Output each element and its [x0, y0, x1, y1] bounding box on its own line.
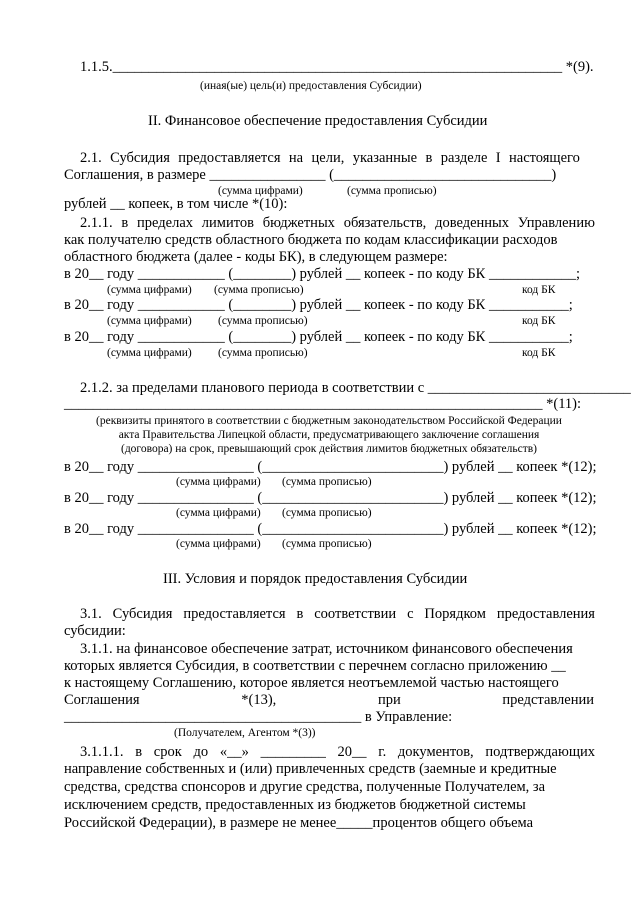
word: на	[288, 150, 304, 166]
word: при	[377, 692, 401, 708]
bk-row-3-caption-kbk: код БК	[522, 347, 556, 359]
clause-2-1-1-line2: как получателю средств областного бюджета по кодам классификации расходов	[64, 232, 558, 248]
section-2-title: II. Финансовое обеспечение предоставления Субсидии	[148, 113, 488, 129]
word: 2.1.1.	[80, 215, 113, 231]
clause-3-1-1-1-line5: Российской Федерации), в размере не менее_____процентов общего объема	[64, 815, 534, 831]
word: _________	[260, 744, 326, 760]
bk-row-2-caption-words: (сумма прописью)	[218, 315, 308, 327]
word: разделе	[440, 150, 488, 166]
word: предоставляется	[178, 150, 281, 166]
word: *(13),	[241, 692, 277, 708]
word: доведенных	[435, 215, 510, 231]
clause-1-1-5-caption: (иная(ые) цель(и) предоставления Субсидии)	[200, 80, 422, 92]
clause-3-1-1-1-line2: направление собственных и (или) привлеченных средств (заемные и кредитные	[64, 761, 557, 777]
word: 3.1.	[80, 606, 102, 622]
word: бюджетных	[262, 215, 335, 231]
clause-3-1-line2: субсидии:	[64, 623, 126, 639]
word: Порядком	[424, 606, 486, 622]
word: в	[296, 606, 304, 622]
bk-row-3: в 20__ году ____________ (________) рублей __ копеек - по коду БК ___________;	[64, 329, 573, 345]
word: обязательств,	[343, 215, 427, 231]
clause-3-1-1-line3: к настоящему Соглашению, которое является неотъемлемой частью настоящего	[64, 675, 559, 691]
word: с	[407, 606, 414, 622]
clause-1-1-5: 1.1.5.______________________________________________________________ *(9).	[80, 59, 594, 75]
year-row-2-caption-words: (сумма прописью)	[282, 507, 372, 519]
clause-3-1-1-line2: которых является Субсидия, в соответствии с перечнем согласно приложению __	[64, 658, 566, 674]
word: Субсидия	[112, 606, 173, 622]
word: подтверждающих	[485, 744, 595, 760]
word: срок	[153, 744, 182, 760]
clause-3-1-1-line5: _________________________________________ в Управление:	[64, 709, 453, 725]
bk-row-2-caption-kbk: код БК	[522, 315, 556, 327]
word: документов,	[397, 744, 474, 760]
word: представлении	[502, 692, 594, 708]
year-row-1: в 20__ году ________________ (_________________________) рублей __ копеек *(12);	[64, 459, 597, 475]
year-row-3-caption-words: (сумма прописью)	[282, 538, 372, 550]
clause-2-1-line1	[80, 150, 580, 167]
year-row-2: в 20__ году ________________ (_________________________) рублей __ копеек *(12);	[64, 490, 597, 506]
bk-row-1: в 20__ году ____________ (________) рублей __ копеек - по коду БК ____________;	[64, 266, 580, 282]
word: соответствии	[314, 606, 397, 622]
word: 20__	[337, 744, 367, 760]
clause-3-1-1-1-line3: средства, средства спонсоров и другие средства, полученные Получателем, за	[64, 779, 546, 795]
word: настоящего	[509, 150, 580, 166]
word: Управлению	[517, 215, 595, 231]
clause-3-1-line1	[80, 606, 595, 623]
year-row-3: в 20__ году ________________ (_________________________) рублей __ копеек *(12);	[64, 521, 597, 537]
word: г.	[378, 744, 387, 760]
clause-2-1-2-caption-2: акта Правительства Липецкой области, предусматривающего заключение соглашения	[118, 429, 540, 441]
word: предоставления	[496, 606, 595, 622]
bk-row-1-caption-words: (сумма прописью)	[214, 284, 304, 296]
year-row-3-caption-digits: (сумма цифрами)	[176, 538, 261, 550]
word: цели,	[311, 150, 345, 166]
word: Соглашения	[64, 692, 140, 708]
bk-row-3-caption-words: (сумма прописью)	[218, 347, 308, 359]
clause-3-1-1-1-line1	[80, 744, 595, 761]
clause-3-1-1-line4	[64, 692, 594, 709]
clause-2-1-1-line3: областного бюджета (далее - коды БК), в следующем размере:	[64, 249, 448, 265]
word: «__»	[219, 744, 249, 760]
clause-2-1-2-caption-1: (реквизиты принятого в соответствии с бюджетным законодательством Российской Федерации	[96, 415, 562, 427]
clause-2-1-line3: рублей __ копеек, в том числе *(10):	[64, 196, 288, 212]
year-row-1-caption-words: (сумма прописью)	[282, 476, 372, 488]
bk-row-2: в 20__ году ____________ (________) рублей __ копеек - по коду БК ___________;	[64, 297, 573, 313]
clause-2-1-2-line2: __________________________________________________________________ *(11):	[64, 396, 582, 412]
clause-2-1-line2: Соглашения, в размере ________________ (______________________________)	[64, 167, 557, 183]
word: пределах	[137, 215, 194, 231]
year-row-1-caption-digits: (сумма цифрами)	[176, 476, 261, 488]
bk-row-1-caption-kbk: код БК	[522, 284, 556, 296]
clause-3-1-1-1-line4: исключением средств, предоставленных из бюджетов бюджетной системы	[64, 797, 526, 813]
word: в	[425, 150, 433, 166]
year-row-2-caption-digits: (сумма цифрами)	[176, 507, 261, 519]
bk-row-3-caption-digits: (сумма цифрами)	[107, 347, 192, 359]
word: Субсидия	[110, 150, 170, 166]
word: лимитов	[201, 215, 254, 231]
clause-3-1-1-line1: 3.1.1. на финансовое обеспечение затрат, источником финансового обеспечения	[80, 641, 573, 657]
clause-2-1-2-line1: 2.1.2. за пределами планового периода в соответствии с ____________________________	[80, 380, 631, 396]
clause-2-1-1-line1	[80, 215, 595, 232]
word: 2.1.	[80, 150, 102, 166]
word: в	[121, 215, 129, 231]
word: указанные	[352, 150, 418, 166]
word: в	[135, 744, 143, 760]
amount-digits-caption: (сумма цифрами)	[218, 185, 303, 197]
word: 3.1.1.1.	[80, 744, 124, 760]
clause-3-1-1-caption: (Получателем, Агентом *(3))	[174, 727, 316, 739]
clause-2-1-2-caption-3: (договора) на срок, превышающий срок действия лимитов бюджетных обязательств)	[120, 443, 537, 455]
section-3-title: III. Условия и порядок предоставления Субсидии	[163, 571, 468, 587]
word: до	[193, 744, 209, 760]
bk-row-1-caption-digits: (сумма цифрами)	[107, 284, 192, 296]
bk-row-2-caption-digits: (сумма цифрами)	[107, 315, 192, 327]
word: I	[495, 150, 501, 166]
amount-words-caption: (сумма прописью)	[347, 185, 437, 197]
word: предоставляется	[183, 606, 286, 622]
